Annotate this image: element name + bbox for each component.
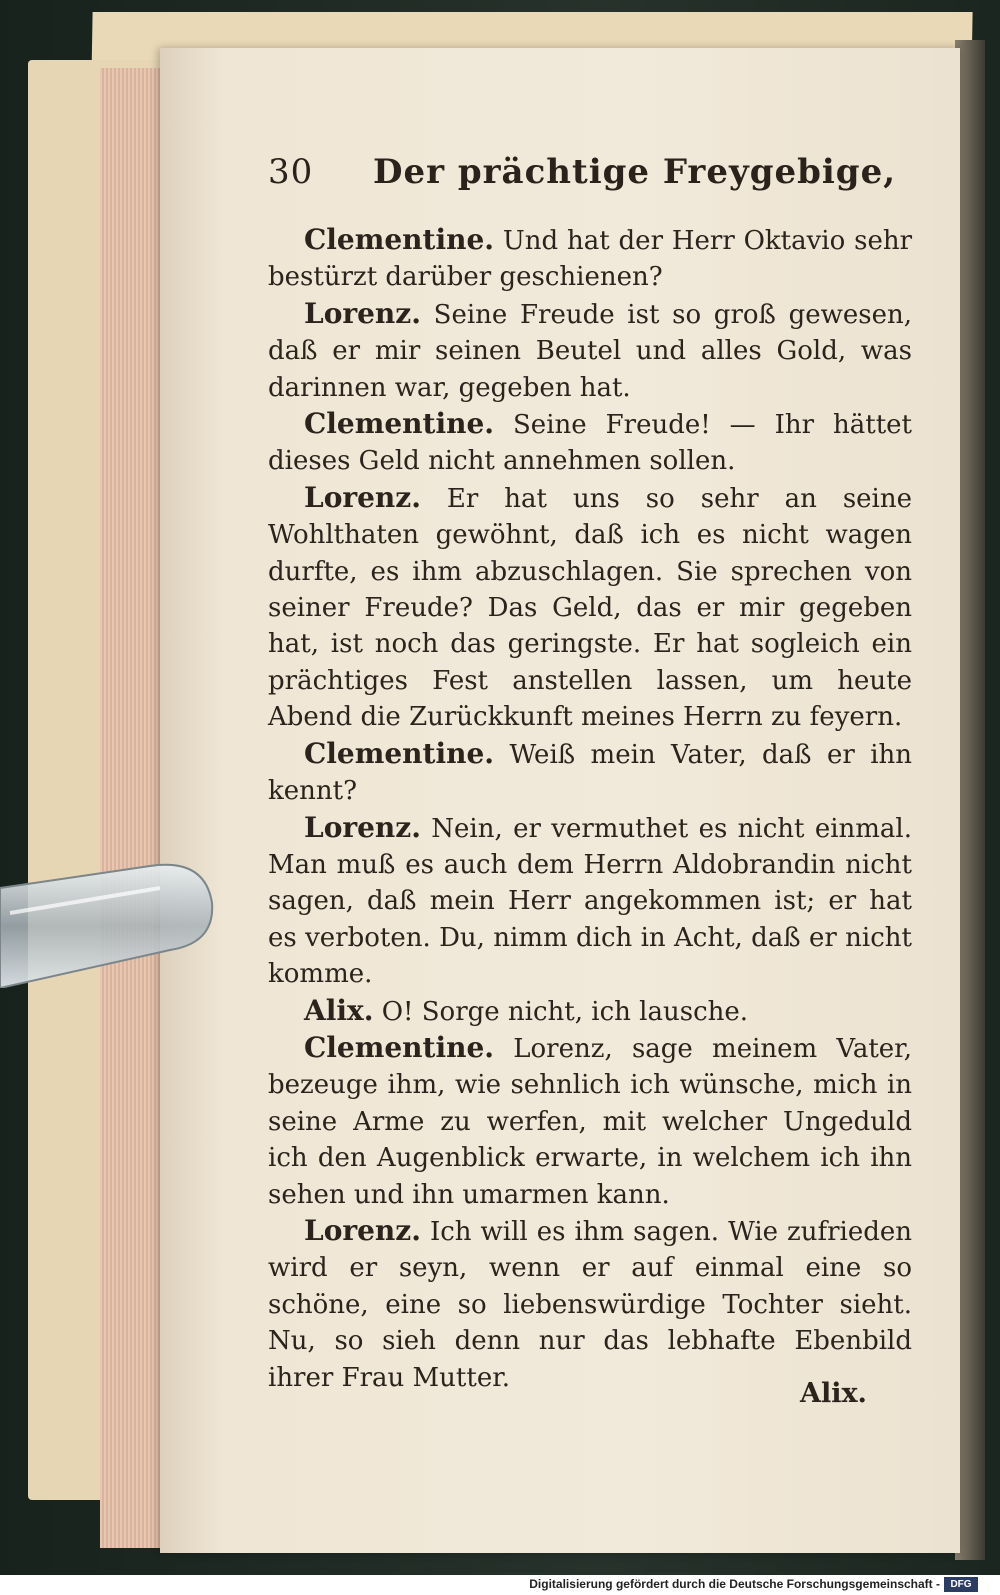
speaker-name: Lorenz.: [304, 296, 421, 330]
dialogue-paragraph: [268, 736, 912, 810]
running-title: Der prächtige Freygebige,: [373, 152, 897, 192]
dialogue-paragraph: [268, 480, 912, 736]
speaker-name: Alix.: [304, 993, 374, 1027]
dialogue-text: Und hat der Herr Oktavio sehr bestürzt darüber geschienen?: [268, 226, 913, 293]
dialogue-paragraph: [268, 222, 912, 296]
page-number: 30: [268, 152, 314, 192]
dialogue-text: Nein, er vermuthet es nicht einmal. Man muß es auch dem Herrn Aldobrandin nicht sagen, daß mein Herr angekommen ist; er hat es verboten. Du, nimm dich in Acht, daß er nicht komme.: [268, 813, 912, 990]
dialogue-text: Seine Freude! — Ihr hättet dieses Geld nicht annehmen sollen.: [268, 410, 912, 477]
dialogue-text: Seine Freude ist so groß gewesen, daß er mir seinen Beutel und alles Gold, was darinnen war, gegeben hat.: [268, 299, 912, 403]
speaker-name: Lorenz.: [304, 810, 421, 844]
dialogue-paragraph: [268, 1030, 912, 1213]
page-header: [268, 152, 908, 202]
catchword: Alix.: [800, 1378, 867, 1409]
funding-notice: Digitalisierung gefördert durch die Deutsche Forschungsgemeinschaft -: [529, 1577, 940, 1591]
dialogue-text: Weiß mein Vater, daß er ihn kennt?: [268, 739, 913, 807]
page-text: [268, 222, 912, 1396]
footer-bar: [0, 1575, 1000, 1595]
speaker-name: Clementine.: [304, 407, 495, 441]
dialogue-paragraph: [268, 406, 912, 480]
dfg-logo: DFG: [944, 1577, 978, 1592]
dialogue-paragraph: [268, 1213, 912, 1396]
dialogue-text: Ich will es ihm sagen. Wie zufrieden wird er seyn, wenn er auf einmal eine so schöne, eine so liebenswürdige Tochter sieht. Nu, so sieh denn nur das lebhafte Ebenbild ihrer Frau Mutter.: [268, 1216, 913, 1393]
dialogue-text: O! Sorge nicht, ich lausche.: [381, 996, 749, 1027]
speaker-name: Clementine.: [304, 223, 495, 256]
dialogue-text: Lorenz, sage meinem Vater, bezeuge ihm, wie sehnlich ich wünsche, mich in seine Arme zu werfen, mit welcher Ungeduld ich den Augenblick erwarte, in welchem ich ihn sehen und ihn umarmen kann.: [268, 1033, 912, 1210]
dialogue-paragraph: [268, 296, 912, 406]
dialogue-paragraph: [268, 993, 912, 1030]
speaker-name: Lorenz.: [304, 480, 421, 514]
dialogue-text: Er hat uns so sehr an seine Wohlthaten gewöhnt, daß ich es nicht wagen durfte, es ihm abzuschlagen. Sie sprechen von seiner Freude? Das Geld, das er mir gegeben hat, ist noch das geringste. Er hat sogleich ein prächtiges Fest anstellen lassen, um heute Abend die Zurückkunft meines Herrn zu feyern.: [268, 483, 912, 733]
dialogue-paragraph: [268, 810, 912, 993]
speaker-name: Lorenz.: [304, 1213, 421, 1247]
speaker-name: Clementine.: [304, 736, 495, 770]
speaker-name: Clementine.: [304, 1030, 495, 1064]
